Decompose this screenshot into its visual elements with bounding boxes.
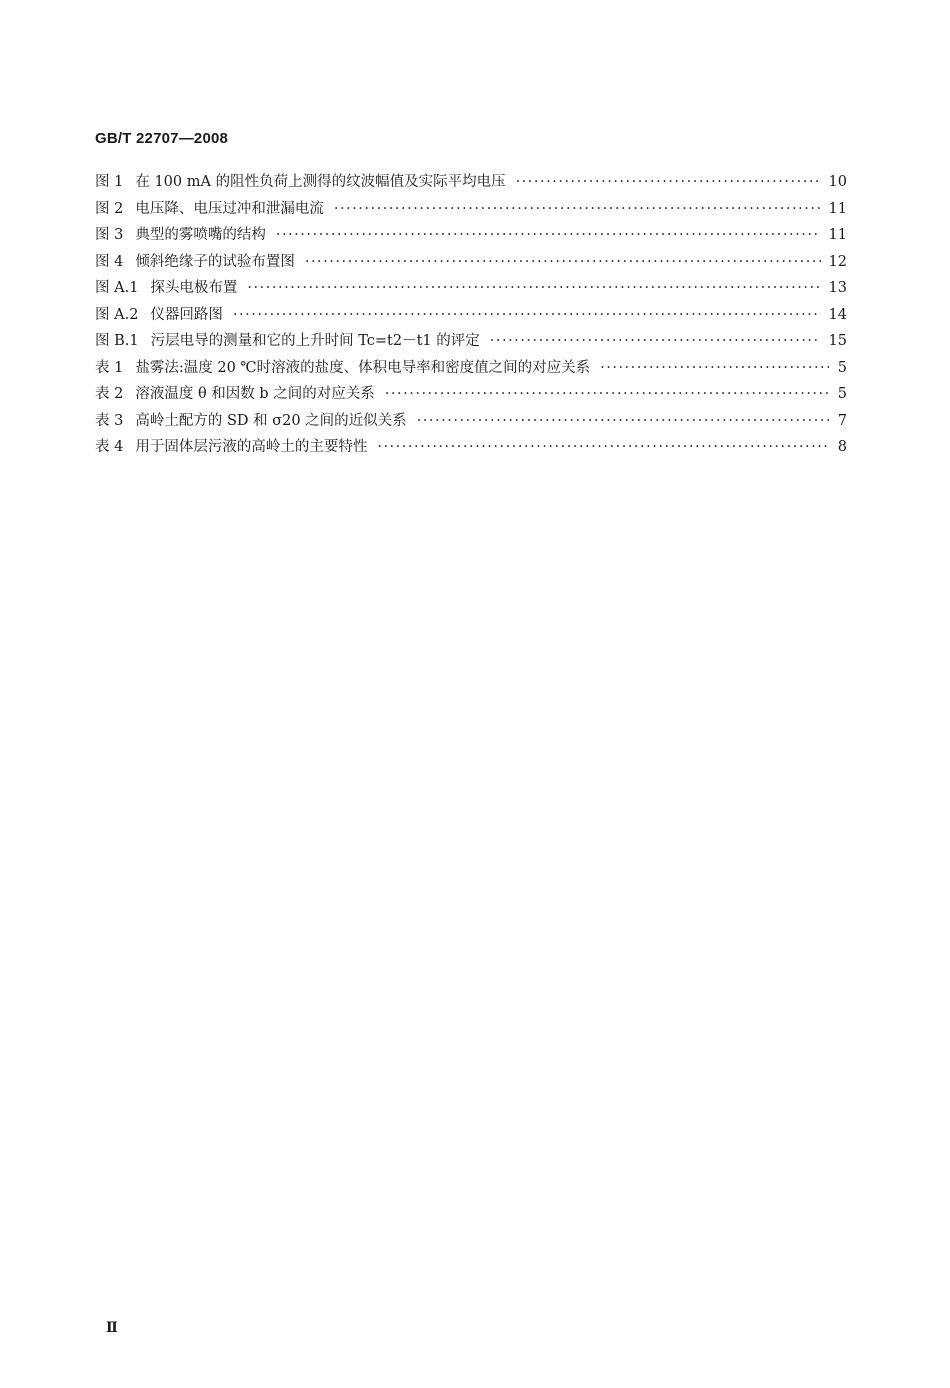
toc-entry-label: 表 3 <box>95 412 124 429</box>
toc-entry-label: 图 1 <box>95 174 124 190</box>
toc-entry[interactable] <box>95 329 847 356</box>
toc-leader-dots <box>233 307 821 323</box>
toc-entry-page: 12 <box>828 253 847 270</box>
toc-entry-label: 图 B.1 <box>95 333 139 349</box>
toc-entry-label: 图 A.1 <box>95 280 139 296</box>
toc-entry-title: 倾斜绝缘子的试验布置图 <box>135 253 295 270</box>
toc-leader-dots <box>305 254 821 270</box>
toc-entry-title: 用于固体层污液的高岭土的主要特性 <box>135 439 368 455</box>
toc-entry-title: 典型的雾喷嘴的结构 <box>135 227 266 243</box>
toc-entry-title: 仪器回路图 <box>150 306 223 323</box>
toc-leader-dots <box>417 413 829 429</box>
toc-entry-label: 表 2 <box>95 386 124 402</box>
toc-entry[interactable] <box>95 250 847 277</box>
toc-entry-page: 11 <box>828 200 847 217</box>
toc-entry[interactable] <box>95 356 847 383</box>
toc-entry-page: 13 <box>828 280 847 296</box>
toc-entry-page: 7 <box>837 412 847 429</box>
toc-entry-title: 溶液温度 θ 和因数 b 之间的对应关系 <box>135 386 375 402</box>
toc-entry[interactable] <box>95 276 847 303</box>
toc-entry-page: 11 <box>828 227 847 243</box>
toc-entry-label: 表 1 <box>95 359 124 376</box>
toc-entry[interactable] <box>95 223 847 250</box>
toc-entry-title: 电压降、电压过冲和泄漏电流 <box>135 200 324 217</box>
toc-leader-dots <box>516 174 821 190</box>
toc-entry-page: 15 <box>828 333 847 349</box>
toc-entry-label: 图 A.2 <box>95 306 139 323</box>
toc-entry-page: 8 <box>837 439 847 455</box>
toc-leader-dots <box>385 386 829 402</box>
toc-entry-page: 5 <box>837 386 847 402</box>
toc-entry-label: 图 3 <box>95 227 124 243</box>
toc-entry-label: 表 4 <box>95 439 124 455</box>
table-of-contents <box>95 170 847 462</box>
toc-leader-dots <box>600 360 829 376</box>
toc-entry-title: 盐雾法:温度 20 ℃时溶液的盐度、体积电导率和密度值之间的对应关系 <box>135 359 591 376</box>
toc-entry-title: 在 100 mA 的阻性负荷上测得的纹波幅值及实际平均电压 <box>135 174 506 190</box>
page-folio: Ⅱ <box>106 1320 118 1336</box>
toc-entry-page: 10 <box>828 174 847 190</box>
toc-entry-label: 图 2 <box>95 200 124 217</box>
toc-leader-dots <box>334 201 821 217</box>
toc-leader-dots <box>276 227 821 243</box>
toc-entry[interactable] <box>95 170 847 197</box>
toc-entry-page: 14 <box>828 306 847 323</box>
toc-entry[interactable] <box>95 435 847 462</box>
toc-entry[interactable] <box>95 409 847 436</box>
toc-entry[interactable] <box>95 382 847 409</box>
toc-leader-dots <box>490 333 821 349</box>
toc-leader-dots <box>377 439 829 455</box>
toc-entry-title: 探头电极布置 <box>150 280 238 296</box>
toc-entry-page: 5 <box>837 359 847 376</box>
toc-entry-label: 图 4 <box>95 253 124 270</box>
toc-entry-title: 污层电导的测量和它的上升时间 Tc=t2－t1 的评定 <box>150 333 480 349</box>
toc-entry[interactable] <box>95 303 847 330</box>
toc-entry-title: 高岭土配方的 SD 和 σ20 之间的近似关系 <box>135 412 407 429</box>
toc-leader-dots <box>247 280 820 296</box>
toc-entry[interactable] <box>95 197 847 224</box>
standard-id: GB/T 22707—2008 <box>95 130 229 147</box>
